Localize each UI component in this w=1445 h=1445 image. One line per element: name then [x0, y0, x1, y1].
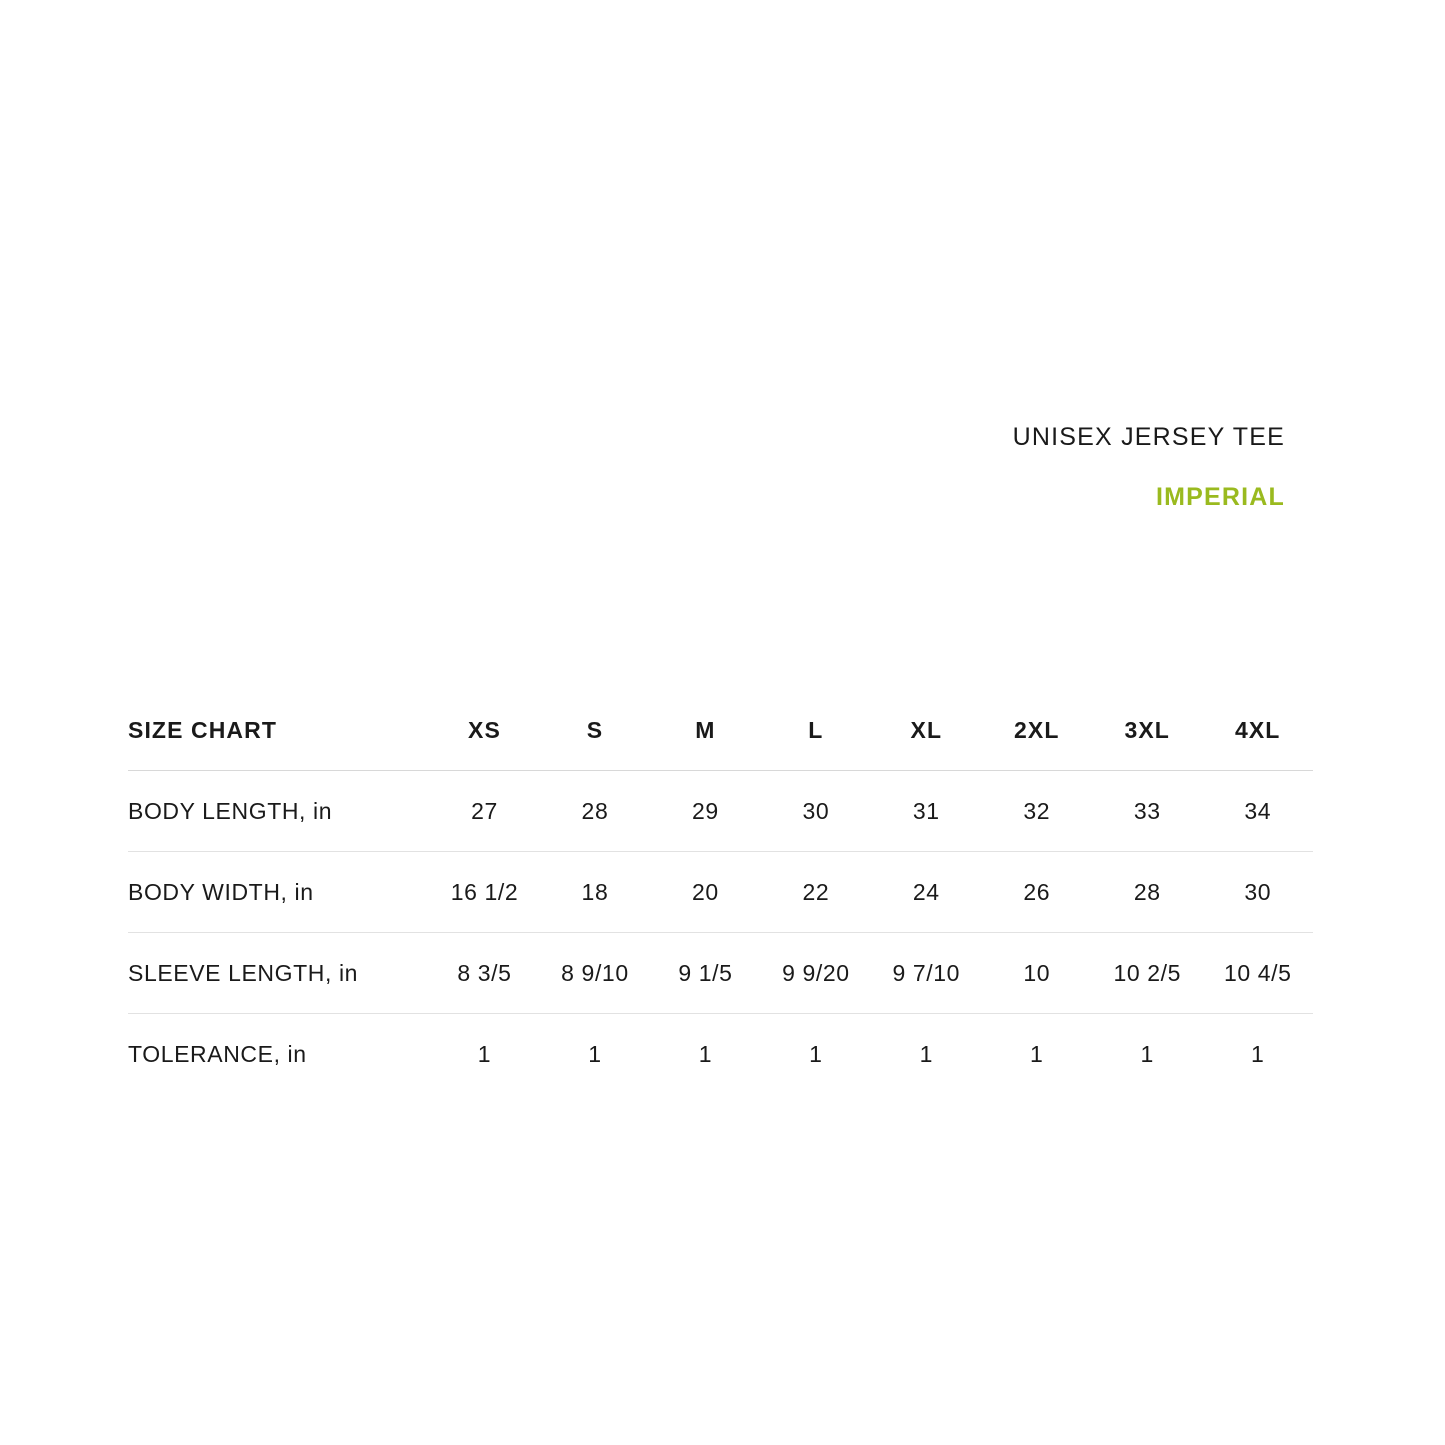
- row-label-body-length: BODY LENGTH, in: [128, 797, 333, 824]
- product-title: UNISEX JERSEY TEE: [1012, 423, 1285, 451]
- cell-body-length-3xl: 33: [1133, 797, 1161, 824]
- column-header-s: S: [586, 716, 604, 743]
- cell-body-width-xl: 24: [912, 878, 940, 905]
- table-row: [128, 771, 1313, 852]
- cell-tolerance-s: 1: [588, 1040, 602, 1067]
- column-header-m: M: [695, 716, 716, 743]
- cell-body-width-l: 22: [802, 878, 830, 905]
- cell-body-width-m: 20: [692, 878, 719, 905]
- column-header-xs: XS: [468, 716, 501, 743]
- cell-body-length-xl: 31: [912, 797, 940, 824]
- cell-sleeve-length-2xl: 10: [1023, 959, 1051, 986]
- cell-sleeve-length-3xl: 10 2/5: [1113, 959, 1181, 986]
- cell-tolerance-3xl: 1: [1140, 1040, 1154, 1067]
- table-row: [128, 852, 1313, 933]
- column-header-3xl: 3XL: [1124, 716, 1170, 743]
- table-row: [128, 1014, 1313, 1095]
- table-header-row: [128, 690, 1313, 771]
- size-chart-corner-label: SIZE CHART: [128, 716, 277, 743]
- cell-sleeve-length-s: 8 9/10: [561, 959, 629, 986]
- cell-body-width-s: 18: [581, 878, 609, 905]
- column-header-4xl: 4XL: [1234, 716, 1281, 743]
- cell-body-length-m: 29: [692, 797, 719, 824]
- cell-sleeve-length-4xl: 10 4/5: [1223, 959, 1292, 986]
- size-chart-table-wrapper: [128, 690, 1313, 1094]
- column-header-2xl: 2XL: [1014, 716, 1060, 743]
- row-label-tolerance: TOLERANCE, in: [128, 1040, 307, 1067]
- size-chart-table-body: [128, 771, 1313, 1095]
- cell-sleeve-length-xs: 8 3/5: [457, 959, 512, 986]
- cell-tolerance-4xl: 1: [1251, 1040, 1265, 1067]
- header-block: [1013, 420, 1285, 512]
- cell-body-length-s: 28: [581, 797, 609, 824]
- cell-tolerance-xl: 1: [919, 1040, 933, 1067]
- cell-sleeve-length-l: 9 9/20: [782, 959, 850, 986]
- cell-body-length-xs: 27: [471, 797, 498, 824]
- cell-body-length-l: 30: [802, 797, 830, 824]
- row-label-sleeve-length: SLEEVE LENGTH, in: [128, 959, 359, 986]
- column-header-xl: XL: [910, 716, 943, 743]
- cell-tolerance-xs: 1: [477, 1040, 492, 1067]
- cell-body-width-3xl: 28: [1133, 878, 1161, 905]
- row-label-body-width: BODY WIDTH, in: [128, 878, 314, 905]
- unit-system-label: IMPERIAL: [1155, 483, 1285, 511]
- cell-sleeve-length-m: 9 1/5: [678, 959, 733, 986]
- column-header-l: L: [808, 716, 824, 743]
- table-row: [128, 933, 1313, 1014]
- cell-body-length-2xl: 32: [1023, 797, 1051, 824]
- cell-tolerance-2xl: 1: [1030, 1040, 1044, 1067]
- size-chart-table: [128, 690, 1313, 1094]
- cell-body-width-xs: 16 1/2: [450, 878, 519, 905]
- cell-sleeve-length-xl: 9 7/10: [892, 959, 961, 986]
- cell-tolerance-l: 1: [809, 1040, 823, 1067]
- cell-body-width-4xl: 30: [1244, 878, 1272, 905]
- cell-body-width-2xl: 26: [1023, 878, 1051, 905]
- cell-tolerance-m: 1: [698, 1040, 713, 1067]
- size-chart-table-head: [128, 690, 1313, 771]
- cell-body-length-4xl: 34: [1244, 797, 1272, 824]
